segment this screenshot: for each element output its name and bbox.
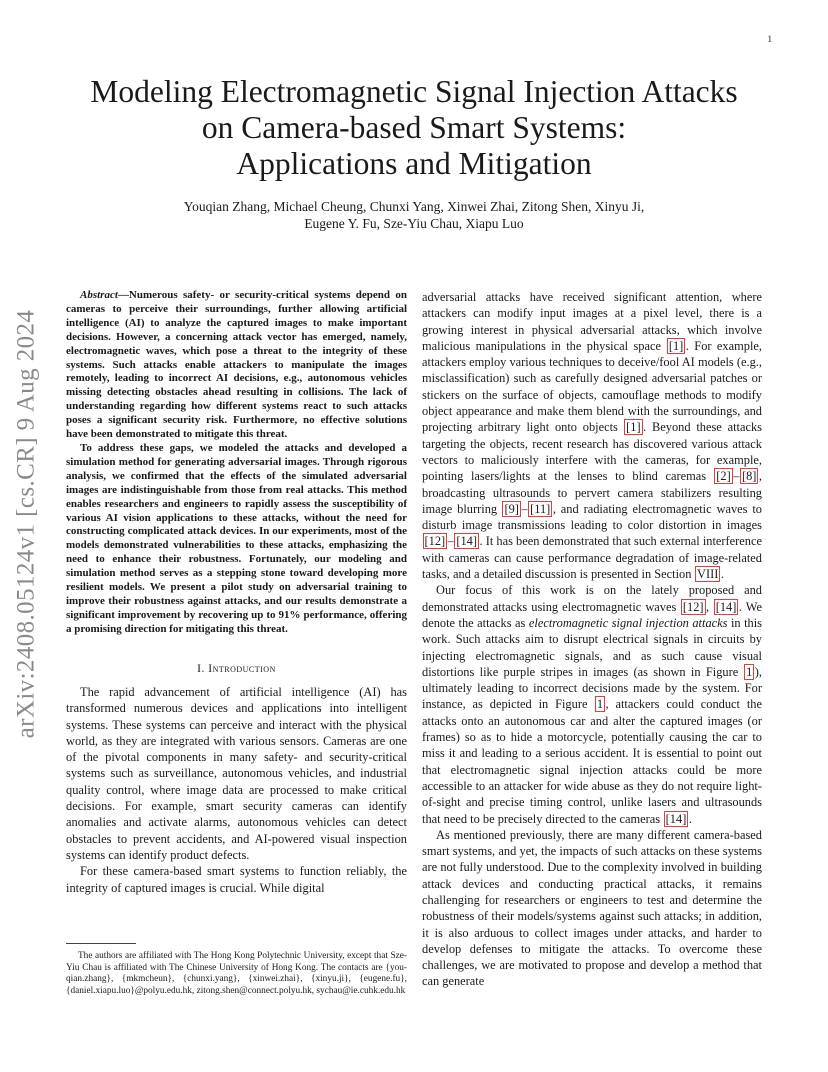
citation-link[interactable]: [12]	[424, 534, 446, 549]
abstract-label: Abstract	[80, 289, 118, 301]
text-run: adversarial attacks have received significant attention, where attackers can modify input images at a pixel level, there is a growing interest in physical adversarial attacks, which involve malicious manipulations in the physical space	[422, 290, 762, 353]
body-paragraph: The rapid advancement of artificial intelligence (AI) has transformed numerous devices and applications into intelligent systems. These systems can perceive and interact with the physical world, as they are integrated with various sensors. Cameras are one of the pivotal components in many safety- and security-critical systems such as surveillance, autonomous vehicles, and industrial quality control, where image data are processed to make critical decisions. For example, smart security cameras can identify anomalies and activate alarms, autonomous vehicles can detect obstacles to prevent accidents, and AI-powered visual inspection systems can identify product defects.	[66, 684, 407, 862]
section-heading: I. Introduction	[197, 662, 276, 675]
figure-link[interactable]: 1	[596, 697, 604, 712]
abstract-paragraph: To address these gaps, we modeled the attacks and developed a simulation method for generating adversarial images. Through rigorous analysis, we confirmed that the effects of the simulated adversarial images are indistinguishable from those from real attacks. This method enables researchers and engineers to rapidly assess the susceptibility of various AI vision applications to these attacks, without the need for constructing complicated attack devices. In our experiments, most of the models demonstrated vulnerabilities to these attacks, emphasizing the need to enhance their robustness. Fortunately, our modeling and simulation method serves as a stepping stone toward developing more resilient models. We present a pilot study on adversarial training to improve their robustness against attacks, and our results demonstrate a significant improvement by recovering up to 91% performance, offering a promising direction for mitigating this threat.	[66, 441, 407, 635]
figure-link[interactable]: 1	[746, 664, 753, 679]
emphasized-term: electromagnetic signal injection attacks	[528, 615, 728, 630]
citation-link[interactable]: [8]	[741, 469, 757, 484]
text-run: , broadcasting ultrasounds to pervert camera stabilizers resulting image blurring	[422, 469, 762, 516]
arxiv-id: arXiv:2408.05124v1 [cs.CR] 9 Aug 2024	[12, 309, 40, 739]
text-run: . Beyond these attacks targeting the objects, recent research has discovered various attack vectors to maliciously interfere with the cameras, for example, pointing lasers/lights at the lenses to blind caremas	[422, 420, 762, 484]
text-run: . We denote the attacks as	[422, 599, 762, 630]
title-line: on Camera-based Smart Systems:	[201, 110, 627, 145]
citation-link[interactable]: [9]	[504, 501, 519, 516]
text-run: –	[521, 501, 528, 516]
body-paragraph	[422, 582, 762, 826]
citation-link[interactable]: [2]	[716, 469, 731, 484]
text-run: , attackers could conduct the attacks onto an autonomous car and alter the captured images (or frames) so as to hide a motorcycle, potentially causing the car to miss it and leading to a serious accident. It is essential to point out that electromagnetic signal injection attacks could be more accessible to an attacker for wide abuse as they do not require light-of-sight and precise timing control, unlike lasers and ultrasounds that need to be precisely directed to the cameras	[422, 697, 762, 826]
text-run: .	[688, 811, 692, 826]
text-run: ), ultimately leading to incorrect decisions made by the system. For instance, as depicted in Figure	[422, 664, 762, 712]
text-run: ,	[706, 599, 714, 614]
citation-link[interactable]: [14]	[715, 599, 737, 614]
body-paragraph: As mentioned previously, there are many different camera-based smart systems, and yet, the impacts of such attacks on these systems are not fully understood. Due to the complexity involved in building attack devices and conducting practical attacks, it remains challenging for researchers or engineers to test and determine the robustness of their models/systems against such attacks; in addition, it is also arduous to collect images under attacks, and harder to develop defenses to mitigate the attacks. To overcome these challenges, we are motivated to propose and develop a method that can generate	[422, 827, 762, 989]
text-run: .	[720, 567, 724, 582]
footnote-rule	[66, 943, 136, 944]
text-run: Our focus of this work is on the lately proposed and demonstrated attacks using electromagnetic waves	[422, 583, 762, 614]
text-run: –	[733, 469, 740, 484]
footnote: The authors are affiliated with The Hong Kong Polytechnic University, except that Sze-Yiu Chau is affiliated with The Chinese University of Hong Kong. The contacts are {you-qian.zhang}, {mkmcheun}, {chunxi.yang}, {xinwei.zhai}, {xinyu.ji}, {eugene.fu}, {daniel.xiapu.luo}@polyu.edu.hk, zitong.shen@connect.polyu.hk, sychau@ie.cuhk.edu.hk	[66, 951, 407, 996]
body-paragraph	[422, 289, 762, 582]
paper-title	[60, 74, 768, 182]
text-run: . For example, attackers employ various techniques to deceive/fool AI models (e.g., misclassification) such as carefully designed adversarial patches or stickers on the surface of objects, camouflage methods to modify object appearance and make them blend with the surroundings, and projecting arbitrary light onto objects	[422, 338, 762, 435]
citation-link[interactable]: [14]	[665, 811, 687, 826]
page-number: 1	[767, 34, 772, 44]
citation-link[interactable]: [12]	[682, 599, 704, 614]
author-list	[60, 198, 768, 232]
citation-link[interactable]: [1]	[668, 338, 684, 353]
arxiv-stamp	[4, 289, 48, 759]
citation-link[interactable]: [11]	[530, 501, 551, 516]
section-link[interactable]: VIII	[697, 567, 719, 582]
body-paragraph: For these camera-based smart systems to function reliably, the integrity of captured images is crucial. While digital	[66, 864, 407, 895]
abstract-text: —Numerous safety- or security-critical systems depend on cameras to perceive their surroundings, further allowing artificial intelligence (AI) to analyze the captured images to make important decisions. However, a concerning attack vector has emerged, namely, electromagnetic waves, which pose a threat to the integrity of these systems. Such attacks enable attackers to manipulate the images remotely, leading to incorrect AI decisions, e.g., autonomous vehicles missing detecting obstacles ahead resulting in collisions. The lack of understanding regarding how different systems react to such attacks poses a significant security risk. Furthermore, no effective solutions have been demonstrated to mitigate this threat.	[66, 289, 407, 441]
author-line: Youqian Zhang, Michael Cheung, Chunxi Yang, Xinwei Zhai, Zitong Shen, Xinyu Ji,	[183, 199, 645, 214]
text-run: –	[447, 534, 454, 549]
text-run: , and radiating electromagnetic waves to disturb image transmissions leading to color distortion in images	[422, 501, 762, 533]
right-column	[422, 289, 762, 990]
citation-link[interactable]: [14]	[456, 534, 478, 549]
text-run: . It has been demonstrated that such external interference with cameras can cause performance degradation of image-related tasks, and a detailed discussion is presented in Section	[422, 534, 762, 582]
title-line: Modeling Electromagnetic Signal Injection Attacks	[90, 74, 738, 109]
left-column	[66, 289, 407, 896]
citation-link[interactable]: [1]	[626, 420, 641, 435]
text-run: in this work. Such attacks aim to disrupt electrical signals in circuits by injecting electromagnetic signals, and as such cause visual distortions like purple stripes in images (as shown in Figure	[422, 615, 762, 679]
author-line: Eugene Y. Fu, Sze-Yiu Chau, Xiapu Luo	[304, 216, 524, 231]
abstract-paragraph	[66, 289, 407, 442]
title-line: Applications and Mitigation	[236, 146, 592, 181]
